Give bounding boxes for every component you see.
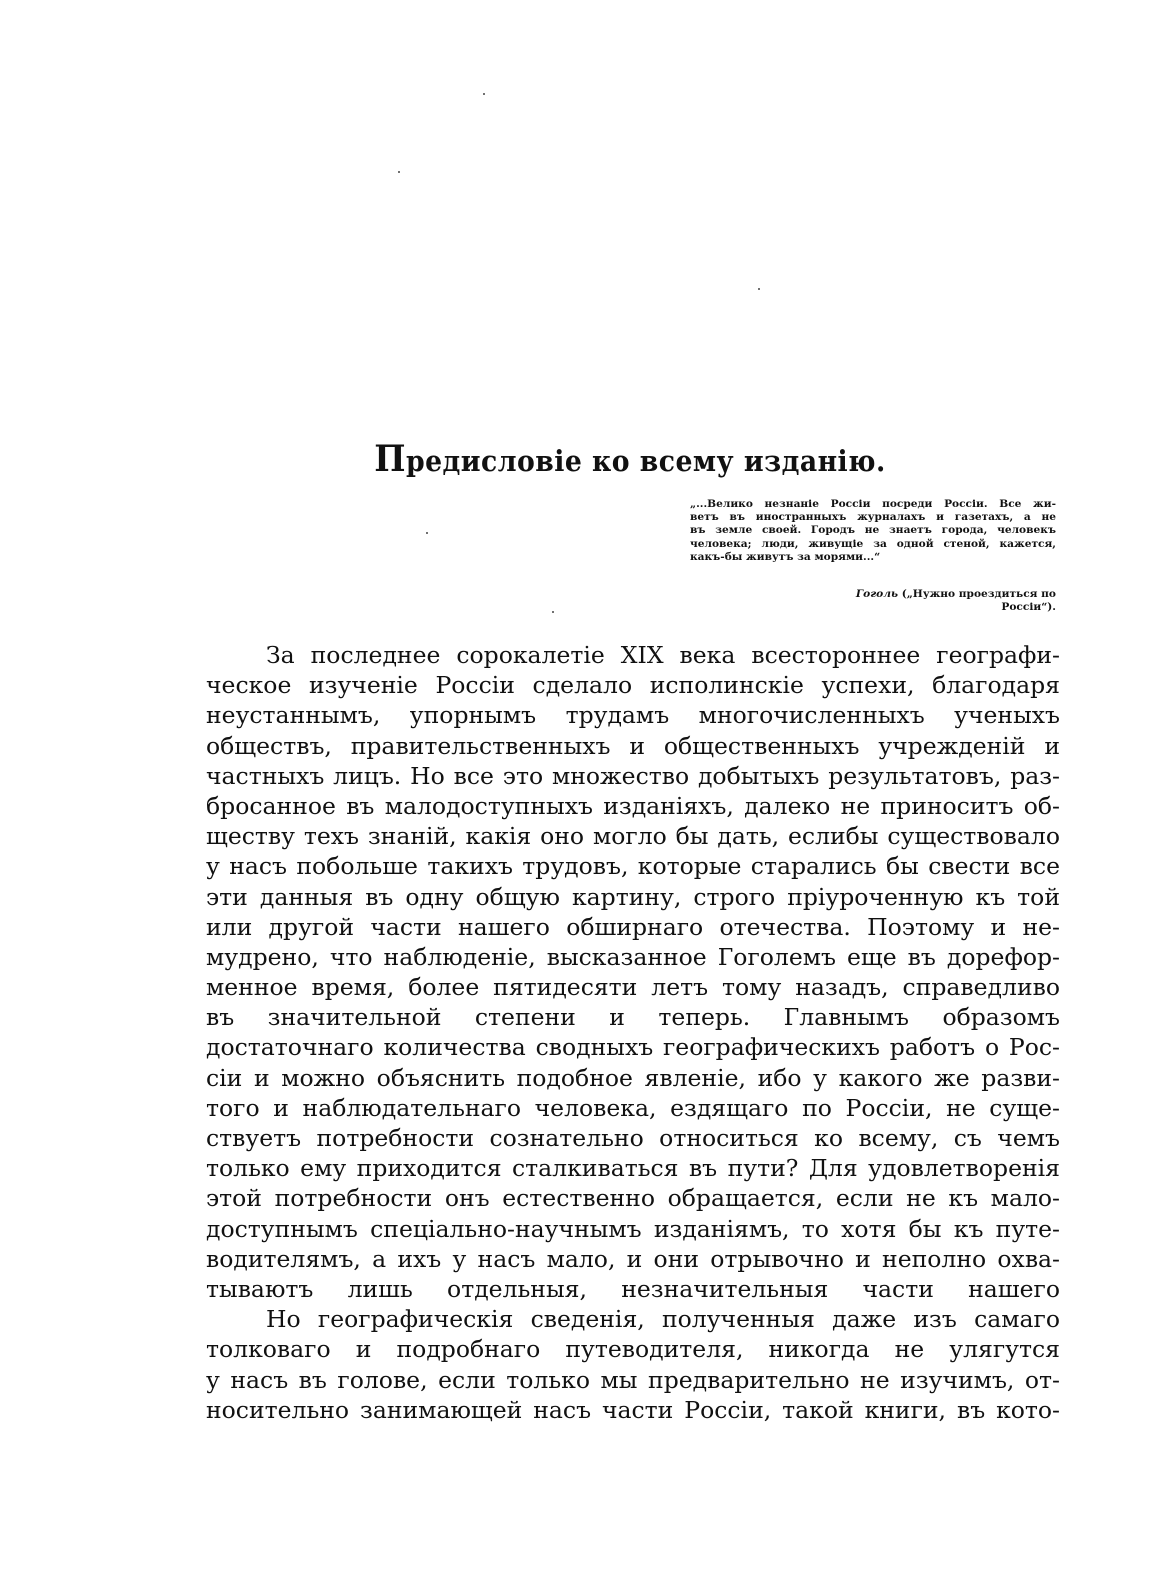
- text-line: водителямъ, а ихъ у насъ мало, и они отрывочно и неполно охва-: [206, 1244, 1060, 1273]
- title-initial: П: [374, 438, 407, 480]
- text-line: обществъ, правительственныхъ и общественныхъ учрежденій и: [206, 731, 1060, 760]
- text-line: у насъ побольше такихъ трудовъ, которые старались бы свести все: [206, 852, 1060, 881]
- text-line: доступнымъ спеціально-научнымъ изданіямъ, то хотя бы къ путе-: [206, 1214, 1060, 1243]
- text-line: толковаго и подробнаго путеводителя, никогда не улягутся: [206, 1335, 1060, 1364]
- epigraph-line: ветъ въ иностранныхъ журналахъ и газетахъ, а не: [690, 511, 1056, 524]
- paragraph-1: [206, 640, 1060, 1304]
- page-title: [234, 438, 1025, 480]
- text-line: носительно занимающей насъ части Россіи, такой книги, въ кото-: [206, 1395, 1060, 1424]
- text-line: ческое изученіе Россіи сделало исполинскіе успехи, благодаря: [206, 671, 1060, 700]
- text-line: достаточнаго количества сводныхъ географическихъ работъ о Рос-: [206, 1033, 1060, 1062]
- epigraph-work-line-1: („Нужно проездиться по: [901, 588, 1056, 600]
- text-line: неустаннымъ, упорнымъ трудамъ многочисленныхъ ученыхъ: [206, 701, 1060, 730]
- body-text: [206, 640, 1060, 1425]
- text-line: только ему приходится сталкиваться въ пути? Для удовлетворенія: [206, 1154, 1060, 1183]
- text-line: ществу техъ знаній, какія оно могло бы дать, еслибы существовало: [206, 822, 1060, 851]
- scan-speck: [552, 611, 554, 613]
- scan-speck: [483, 93, 485, 95]
- text-line: частныхъ лицъ. Но все это множество добытыхъ результатовъ, раз-: [206, 761, 1060, 790]
- text-line: менное время, более пятидесяти летъ тому назадъ, справедливо: [206, 973, 1060, 1002]
- text-line: мудрено, что наблюденіе, высказанное Гоголемъ еще въ дорефор-: [206, 942, 1060, 971]
- paragraph-2: [206, 1304, 1060, 1425]
- scan-speck: [426, 532, 428, 534]
- title-text: редисловіе ко всему изданію.: [406, 444, 886, 478]
- text-line: бросанное въ малодоступныхъ изданіяхъ, далеко не приноситъ об-: [206, 791, 1060, 820]
- scan-speck: [758, 288, 760, 290]
- text-line: въ значительной степени и теперь. Главнымъ образомъ: [206, 1003, 1060, 1032]
- text-line: За последнее сорокалетіе XIX века всестороннее географи-: [266, 641, 1060, 669]
- epigraph-source: [810, 588, 1056, 614]
- epigraph-quote: [690, 498, 1056, 564]
- text-line: тываютъ лишь отдельныя, незначительныя части нашего: [206, 1274, 1060, 1303]
- text-line: Но географическія сведенія, полученныя даже изъ самаго: [266, 1305, 1060, 1334]
- epigraph-work-line-2: Россіи“).: [1001, 601, 1056, 614]
- epigraph-line: человека; люди, живущіе за одной стеной, кажется,: [690, 537, 1056, 550]
- text-line: или другой части нашего обширнаго отечества. Поэтому и не-: [206, 912, 1060, 941]
- text-line: у насъ въ голове, если только мы предварительно не изучимъ, от-: [206, 1365, 1060, 1394]
- epigraph-line: „...Велико незнаніе Россіи посреди Россіи. Все жи-: [690, 498, 1056, 510]
- epigraph-line: какъ-бы живутъ за морями...“: [690, 550, 881, 563]
- text-line: того и наблюдательнаго человека, ездящаго по Россіи, не суще-: [206, 1093, 1060, 1122]
- scan-speck: [398, 171, 400, 173]
- epigraph-line: въ земле своей. Городъ не знаетъ города, человекъ: [690, 524, 1056, 537]
- epigraph-author: Гоголь: [855, 588, 898, 600]
- text-line: сіи и можно объяснить подобное явленіе, ибо у какого же разви-: [206, 1063, 1060, 1092]
- text-line: ствуетъ потребности сознательно относиться ко всему, съ чемъ: [206, 1124, 1060, 1152]
- text-line: этой потребности онъ естественно обращается, если не къ мало-: [206, 1184, 1060, 1213]
- text-line: эти данныя въ одну общую картину, строго пріуроченную къ той: [206, 882, 1060, 911]
